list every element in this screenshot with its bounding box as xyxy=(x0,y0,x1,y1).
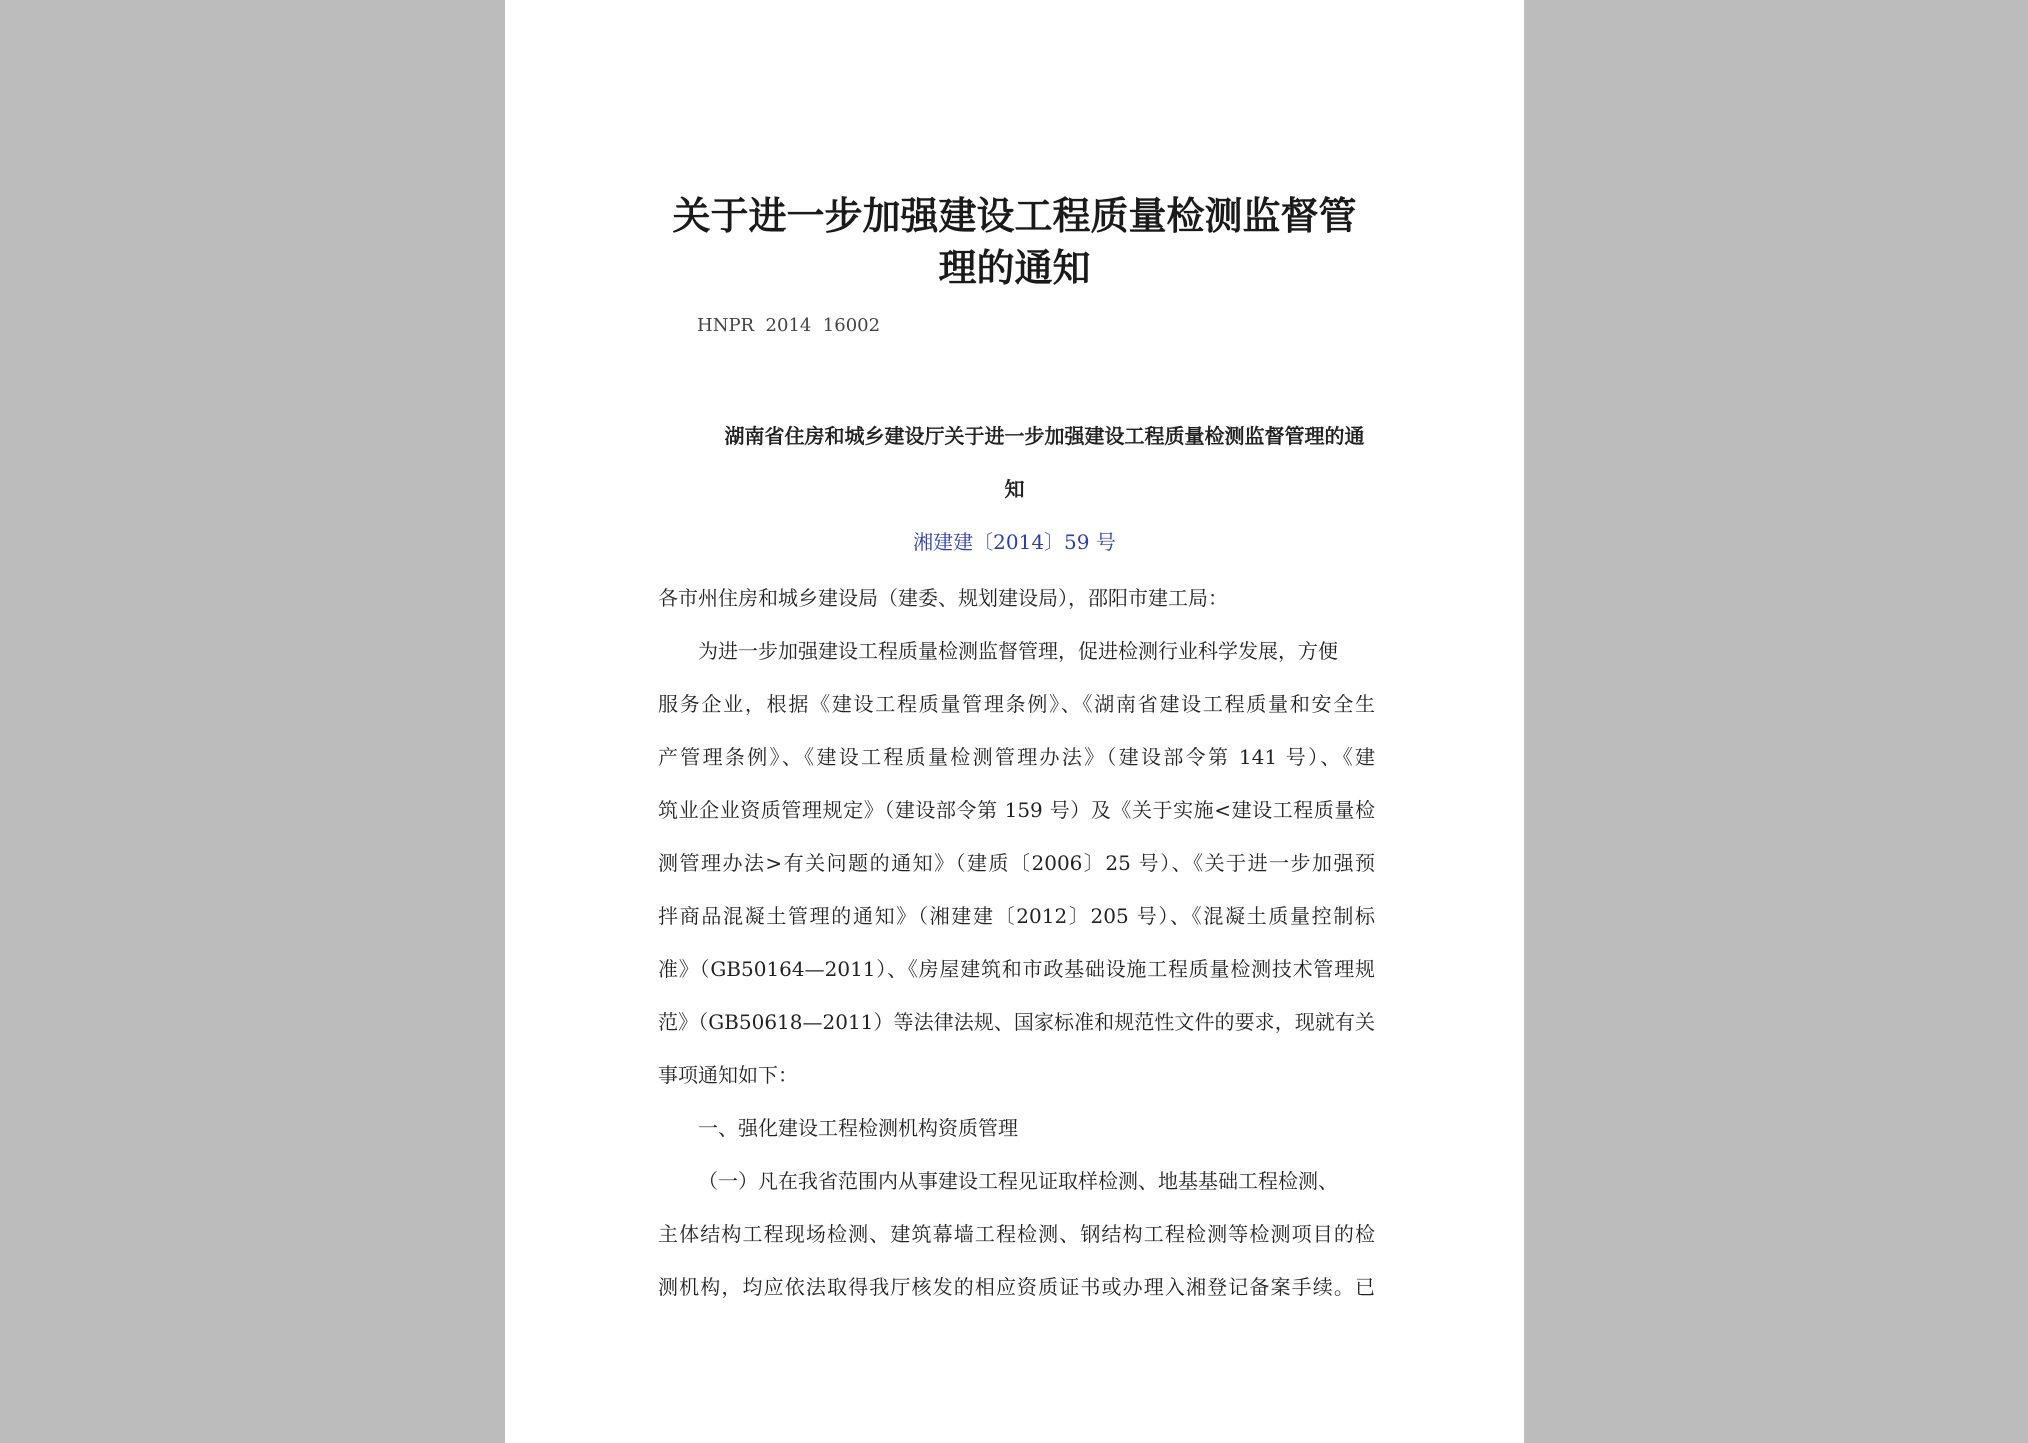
document-page xyxy=(505,0,1524,1443)
document-title-line-1: 关于进一步加强建设工程质量检测监督管 xyxy=(672,193,1357,238)
document-title-line-2: 理的通知 xyxy=(938,245,1091,290)
body-text-line: 为进一步加强建设工程质量检测监督管理，促进检测行业科学发展，方便 xyxy=(698,639,1338,663)
body-text-line: 拌商品混凝土管理的通知》（湘建建〔2012〕205 号）、《混凝土质量控制标 xyxy=(658,904,1375,928)
notice-subtitle-line-2: 知 xyxy=(1004,477,1025,501)
body-text-line: 产管理条例》、《建设工程质量检测管理办法》（建设部令第 141 号）、《建 xyxy=(658,745,1375,769)
document-number: 湘建建〔2014〕59 号 xyxy=(913,530,1116,554)
notice-subtitle-line-1: 湖南省住房和城乡建设厅关于进一步加强建设工程质量检测监督管理的通 xyxy=(724,424,1365,448)
section-heading: 一、强化建设工程检测机构资质管理 xyxy=(698,1116,1018,1140)
document-id: HNPR 2014 16002 xyxy=(697,315,881,336)
body-text-line: 服务企业，根据《建设工程质量管理条例》、《湖南省建设工程质量和安全生 xyxy=(658,692,1375,716)
body-text-line: 测机构，均应依法取得我厅核发的相应资质证书或办理入湘登记备案手续。已 xyxy=(658,1275,1375,1299)
body-text-line: 主体结构工程现场检测、建筑幕墙工程检测、钢结构工程检测等检测项目的检 xyxy=(658,1222,1375,1246)
body-text-line: 筑业企业资质管理规定》（建设部令第 159 号）及《关于实施<建设工程质量检 xyxy=(658,798,1375,822)
addressee-line: 各市州住房和城乡建设局（建委、规划建设局），邵阳市建工局： xyxy=(658,586,1228,610)
body-text-line: 事项通知如下： xyxy=(658,1063,798,1087)
body-text-line: 准》（GB50164—2011）、《房屋建筑和市政基础设施工程质量检测技术管理规 xyxy=(658,957,1375,981)
body-text-line: （一）凡在我省范围内从事建设工程见证取样检测、地基基础工程检测、 xyxy=(698,1169,1338,1193)
body-text-line: 范》（GB50618—2011）等法律法规、国家标准和规范性文件的要求，现就有关 xyxy=(658,1010,1375,1034)
body-text-line: 测管理办法>有关问题的通知》（建质〔2006〕25 号）、《关于进一步加强预 xyxy=(658,851,1375,875)
